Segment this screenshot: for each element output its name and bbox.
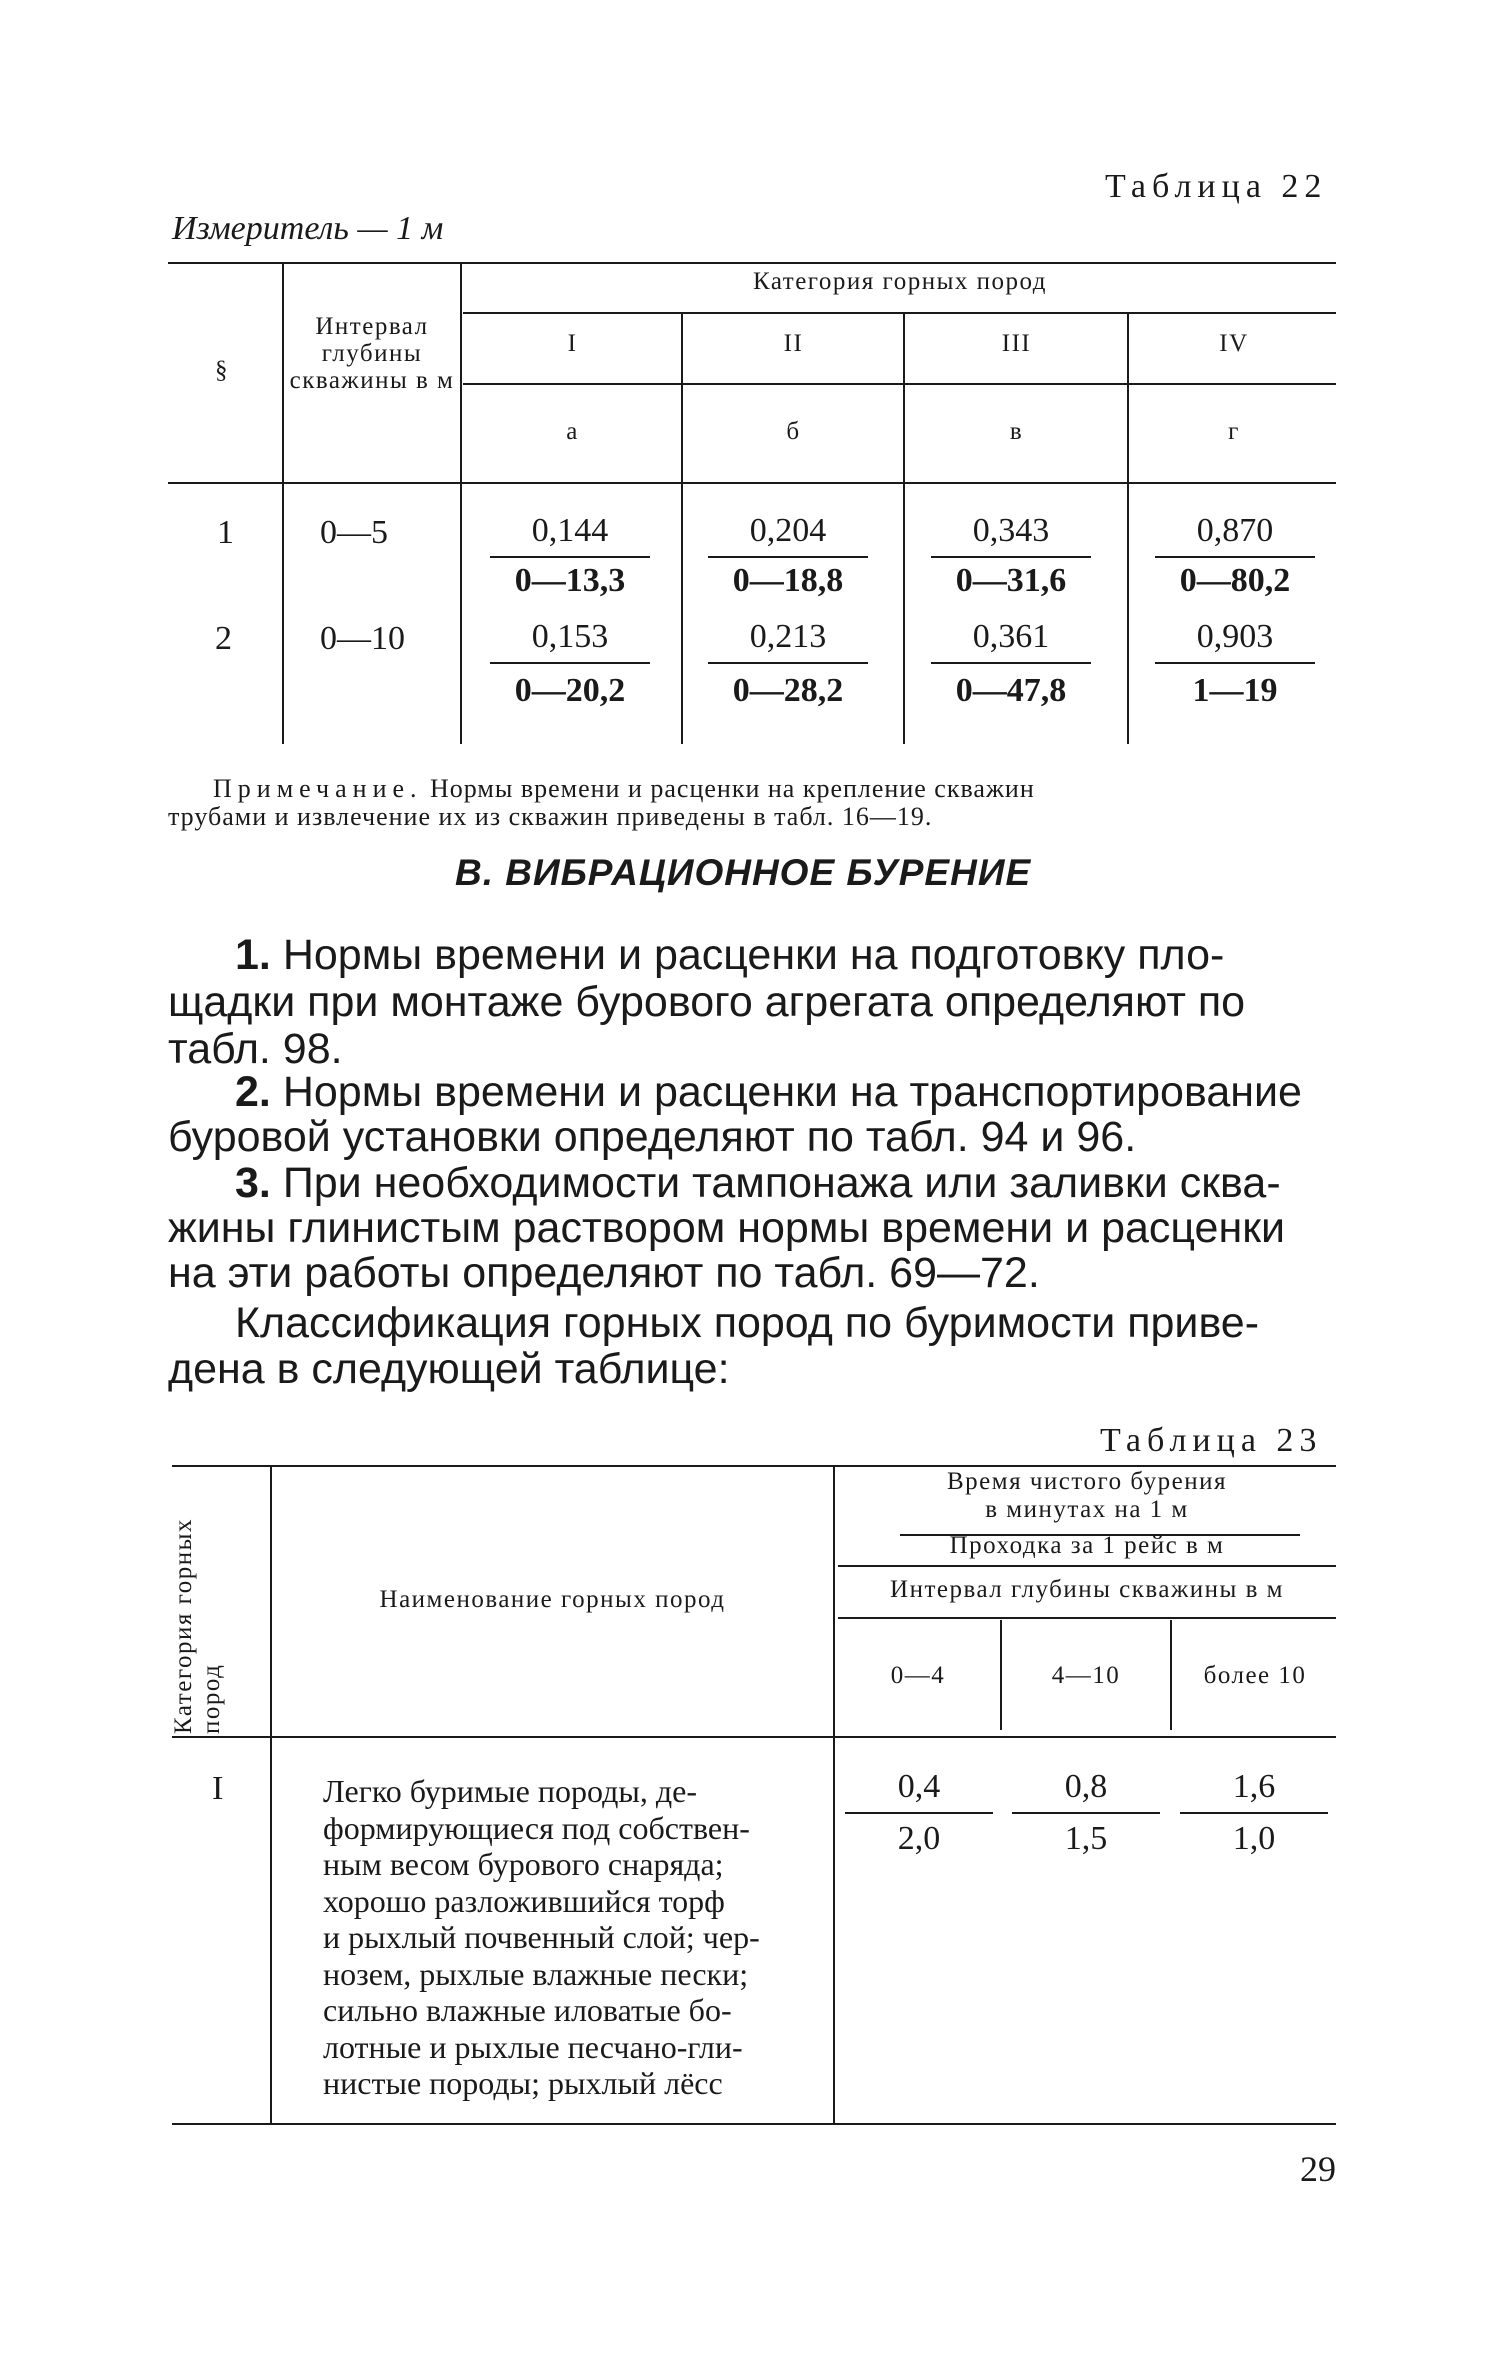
para3-line2: жины глинистым раствором нормы времени и расценки xyxy=(168,1204,1286,1252)
para2-line2: буровой установки определяют по табл. 94 и 96. xyxy=(168,1113,1137,1161)
table22-header-letter-v: в xyxy=(1009,418,1024,445)
description-line: и рыхлый почвенный слой; чер- xyxy=(323,1919,760,1955)
para2-text1: Нормы времени и расценки на транспортирование xyxy=(282,1068,1302,1116)
table23-header-col2: 4—10 xyxy=(1051,1662,1121,1689)
table22-col-divider xyxy=(282,264,284,744)
para1-number: 1. xyxy=(235,931,271,979)
table22-note-label: Примечание. xyxy=(213,774,423,803)
table22-fraction-bar xyxy=(931,556,1091,558)
table23-row1-col3-advance: 1,0 xyxy=(1232,1820,1276,1857)
table22-note-line1 xyxy=(213,774,1333,803)
table22-note-text: Нормы времени и расценки на крепление скважин xyxy=(430,774,1035,803)
para3-number: 3. xyxy=(235,1159,271,1207)
description-line: хорошо разложившийся торф xyxy=(323,1882,725,1919)
table22-row1-a-rate: 0,144 xyxy=(531,512,609,549)
table22-row2-b-value: 0—28,2 xyxy=(732,672,844,709)
table23-top-rule xyxy=(172,1465,1336,1467)
table23-header-category: Категория горных пород xyxy=(170,1518,225,1734)
table23-row1-col2-advance: 1,5 xyxy=(1064,1820,1108,1857)
table23-row1-category: I xyxy=(212,1770,224,1807)
table22-col-divider xyxy=(1127,313,1129,744)
table23-row1-col3-time: 1,6 xyxy=(1232,1768,1276,1805)
table23-fraction-bar xyxy=(1012,1812,1160,1814)
table23-fraction-bar xyxy=(1180,1812,1328,1814)
table22-title: Таблица 22 xyxy=(1105,168,1328,205)
description-line: ным весом бурового снаряда; xyxy=(323,1846,724,1882)
table22-row1-section: 1 xyxy=(217,514,234,551)
table22-row2-g-value: 1—19 xyxy=(1192,672,1278,709)
table23-header-advance: Проходка за 1 рейс в м xyxy=(949,1532,1225,1559)
table22-row2-interval: 0—10 xyxy=(320,620,405,657)
table22-col-divider xyxy=(681,313,683,744)
table22-row1-a-value: 0—13,3 xyxy=(514,562,626,599)
section-heading: В. ВИБРАЦИОННОЕ БУРЕНИЕ xyxy=(455,852,1032,893)
table23-title: Таблица 23 xyxy=(1100,1422,1323,1459)
description-line: нозем, рыхлые влажные пески; xyxy=(323,1955,749,1992)
description-line: лотные и рыхлые песчано-гли- xyxy=(323,2028,743,2065)
table23-fraction-bar xyxy=(845,1812,993,1814)
table23-bottom-rule xyxy=(172,2123,1336,2125)
description-line: сильно влажные иловатые бо- xyxy=(323,1992,732,2028)
table23-col-divider xyxy=(270,1467,272,2123)
table22-row1-interval: 0—5 xyxy=(320,514,388,551)
para3-text1: При необходимости тампонажа или заливки сква- xyxy=(282,1159,1281,1207)
table22-row1-g-value: 0—80,2 xyxy=(1179,562,1291,599)
table23-col-divider xyxy=(1170,1620,1172,1730)
table23-row1-description xyxy=(323,1773,818,2102)
table22-fraction-bar xyxy=(1155,662,1315,664)
table22-row1-b-rate: 0,204 xyxy=(749,512,827,549)
table22-note-line2: трубами и извлечение их из скважин приведены в табл. 16—19. xyxy=(168,802,933,831)
table22-unit: Измеритель — 1 м xyxy=(172,210,444,247)
table22-row2-g-rate: 0,903 xyxy=(1196,618,1274,655)
table22-category-rule xyxy=(463,312,1336,314)
table22-row2-b-rate: 0,213 xyxy=(749,618,827,655)
para1-text1: Нормы времени и расценки на подготовку пло- xyxy=(282,931,1225,979)
table22-header-letter-a: а xyxy=(566,418,579,445)
table22-row2-v-rate: 0,361 xyxy=(972,618,1050,655)
para2-line1 xyxy=(235,1069,1302,1116)
table22-row2-a-rate: 0,153 xyxy=(531,618,609,655)
table23-header-interval: Интервал глубины скважины в м xyxy=(890,1576,1284,1603)
para1-line2: щадки при монтаже бурового агрегата определяют по xyxy=(168,978,1246,1026)
table22-row2-v-value: 0—47,8 xyxy=(955,672,1067,709)
table22-header-cat-3: III xyxy=(1001,330,1032,357)
table22-fraction-bar xyxy=(708,662,868,664)
table23-row1-col1-time: 0,4 xyxy=(897,1768,941,1805)
table23-row1-col1-advance: 2,0 xyxy=(897,1820,941,1857)
table22-fraction-bar xyxy=(490,662,650,664)
table22-row2-section: 2 xyxy=(215,620,232,657)
para1-line3: табл. 98. xyxy=(168,1025,343,1073)
table23-header-time-1: Время чистого бурения xyxy=(947,1468,1227,1495)
table23-header-bottom-rule xyxy=(172,1736,1336,1738)
table22-header-letter-b: б xyxy=(786,418,801,445)
table22-row1-v-rate: 0,343 xyxy=(972,512,1050,549)
table22-fraction-bar xyxy=(490,556,650,558)
table23-col-divider xyxy=(833,1467,835,2123)
table23-col-divider xyxy=(1000,1620,1002,1730)
para1-line1 xyxy=(235,932,1224,979)
table22-header-cat-4: IV xyxy=(1219,330,1249,357)
table23-row1-col2-time: 0,8 xyxy=(1064,1768,1108,1805)
table22-header-cat-1: I xyxy=(567,330,578,357)
description-line: Легко буримые породы, де- xyxy=(323,1773,697,1809)
table23-header-name: Наименование горных пород xyxy=(379,1586,726,1613)
para4-line1: Классификация горных пород по буримости приве- xyxy=(235,1299,1260,1347)
table23-advance-rule xyxy=(838,1565,1336,1567)
table23-header-col1: 0—4 xyxy=(890,1662,946,1689)
table22-roman-rule xyxy=(463,383,1336,385)
table22-header-interval: Интервал глубины скважины в м xyxy=(289,313,455,394)
description-line: формирующиеся под собствен- xyxy=(323,1809,750,1846)
table22-header-section: § xyxy=(215,357,229,384)
para3-line3: на эти работы определяют по табл. 69—72. xyxy=(168,1249,1040,1297)
table22-row1-v-value: 0—31,6 xyxy=(955,562,1067,599)
table22-header-category: Категория горных пород xyxy=(752,268,1047,295)
table22-header-bottom-rule xyxy=(168,482,1336,484)
table23-header-col3: более 10 xyxy=(1203,1662,1307,1689)
table22-fraction-bar xyxy=(931,662,1091,664)
table22-header-cat-2: II xyxy=(783,330,804,357)
table22-fraction-bar xyxy=(708,556,868,558)
table22-row1-b-value: 0—18,8 xyxy=(732,562,844,599)
table22-fraction-bar xyxy=(1155,556,1315,558)
para3-line1 xyxy=(235,1160,1281,1207)
table22-top-rule xyxy=(168,262,1336,264)
para2-number: 2. xyxy=(235,1068,271,1116)
table23-header-time-2: в минутах на 1 м xyxy=(985,1496,1189,1523)
para4-line2: дена в следующей таблице: xyxy=(168,1345,730,1393)
table22-row2-a-value: 0—20,2 xyxy=(514,672,626,709)
table23-interval-rule xyxy=(838,1617,1336,1619)
table22-header-letter-g: г xyxy=(1228,418,1240,445)
page-number: 29 xyxy=(1300,2149,1336,2189)
description-line: нистые породы; рыхлый лёсс xyxy=(323,2065,723,2101)
table22-col-divider xyxy=(460,264,462,744)
table22-row1-g-rate: 0,870 xyxy=(1196,512,1274,549)
table22-col-divider xyxy=(903,313,905,744)
